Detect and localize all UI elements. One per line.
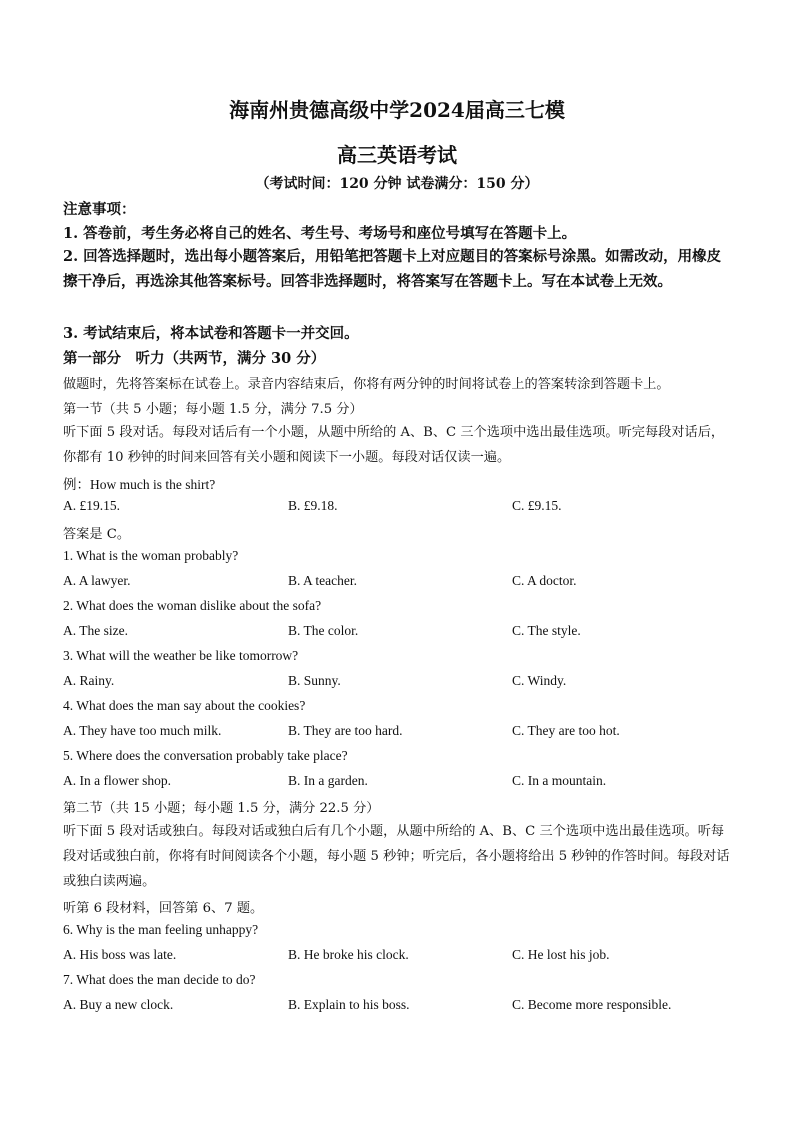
question-5-option-a: A. In a flower shop. <box>63 773 171 788</box>
question-6: 6. Why is the man feeling unhappy? <box>63 922 259 937</box>
question-1-option-a: A. A lawyer. <box>63 573 131 588</box>
exam-title: 海南州贵德高级中学2024届高三七模 <box>229 98 565 122</box>
exam-info: （考试时间：120 分钟 试卷满分：150 分） <box>255 176 539 192</box>
question-5: 5. Where does the conversation probably take place? <box>63 748 348 763</box>
example-option-b: B. £9.18. <box>288 498 338 513</box>
question-4-option-a: A. They have too much milk. <box>63 723 222 738</box>
section1-instruction: 听下面 5 段对话。每段对话后有一个小题，从题中所给的 A、B、C 三个选项中选出最佳选项。听完每段对话后，你都有 10 秒钟的时间来回答有关小题和阅读下一小题。每段对话仅读一遍。 <box>63 425 725 465</box>
part1-heading: 第一部分 听力（共两节，满分 30 分） <box>63 350 326 367</box>
question-4: 4. What does the man say about the cookies? <box>63 698 306 713</box>
section1-heading: 第一节（共 5 小题；每小题 1.5 分，满分 7.5 分） <box>63 402 363 417</box>
question-1: 1. What is the woman probably? <box>63 548 239 563</box>
question-3-option-b: B. Sunny. <box>288 673 341 688</box>
question-7: 7. What does the man decide to do? <box>63 972 256 987</box>
question-2-option-c: C. The style. <box>512 623 581 638</box>
question-2: 2. What does the woman dislike about the sofa? <box>63 598 322 613</box>
example-option-a: A. £19.15. <box>63 498 120 513</box>
question-3-option-a: A. Rainy. <box>63 673 115 688</box>
question-7-option-c: C. Become more responsible. <box>512 997 672 1012</box>
question-1-option-b: B. A teacher. <box>288 573 357 588</box>
question-5-option-c: C. In a mountain. <box>512 773 607 788</box>
question-3-option-c: C. Windy. <box>512 673 567 688</box>
section2-instruction: 听下面 5 段对话或独白。每段对话或独白后有几个小题，从题中所给的 A、B、C 三个选项中选出最佳选项。听每段对话或独白前，你将有时间阅读各个小题，每小题 5 秒钟；听完后，各小题将给出 5 秒钟的作答时间。每段对话或独白读两遍。 <box>63 824 730 889</box>
question-7-option-b: B. Explain to his boss. <box>288 997 410 1012</box>
notes-heading: 注意事项： <box>63 201 136 218</box>
question-6-option-c: C. He lost his job. <box>512 947 610 962</box>
part1-instruction: 做题时，先将答案标在试卷上。录音内容结束后，你将有两分钟的时间将试卷上的答案转涂到答题卡上。 <box>63 377 670 392</box>
question-2-option-b: B. The color. <box>288 623 359 638</box>
note-item-1: 1. 答卷前，考生务必将自己的姓名、考生号、考场号和座位号填写在答题卡上。 <box>63 225 577 242</box>
question-4-option-b: B. They are too hard. <box>288 723 403 738</box>
question-6-option-b: B. He broke his clock. <box>288 947 409 962</box>
example-question: 例：How much is the shirt? <box>63 477 216 492</box>
note-item-2: 2. 回答选择题时，选出每小题答案后，用铅笔把答题卡上对应题目的答案标号涂黑。如需改动，用橡皮擦干净后，再选涂其他答案标号。回答非选择题时，将答案写在答题卡上。写在本试卷上无效。 <box>63 248 722 290</box>
question-4-option-c: C. They are too hot. <box>512 723 620 738</box>
question-5-option-b: B. In a garden. <box>288 773 368 788</box>
example-answer: 答案是 C。 <box>63 527 131 542</box>
note-item-3: 3. 考试结束后，将本试卷和答题卡一并交回。 <box>63 325 359 342</box>
example-option-c: C. £9.15. <box>512 498 562 513</box>
question-6-option-a: A. His boss was late. <box>63 947 177 962</box>
question-7-option-a: A. Buy a new clock. <box>63 997 174 1012</box>
question-1-option-c: C. A doctor. <box>512 573 577 588</box>
material-note: 听第 6 段材料，回答第 6、7 题。 <box>63 901 264 916</box>
question-3: 3. What will the weather be like tomorrow? <box>63 648 299 663</box>
section2-heading: 第二节（共 15 小题；每小题 1.5 分，满分 22.5 分） <box>63 801 380 816</box>
question-2-option-a: A. The size. <box>63 623 128 638</box>
exam-subtitle: 高三英语考试 <box>337 143 457 167</box>
